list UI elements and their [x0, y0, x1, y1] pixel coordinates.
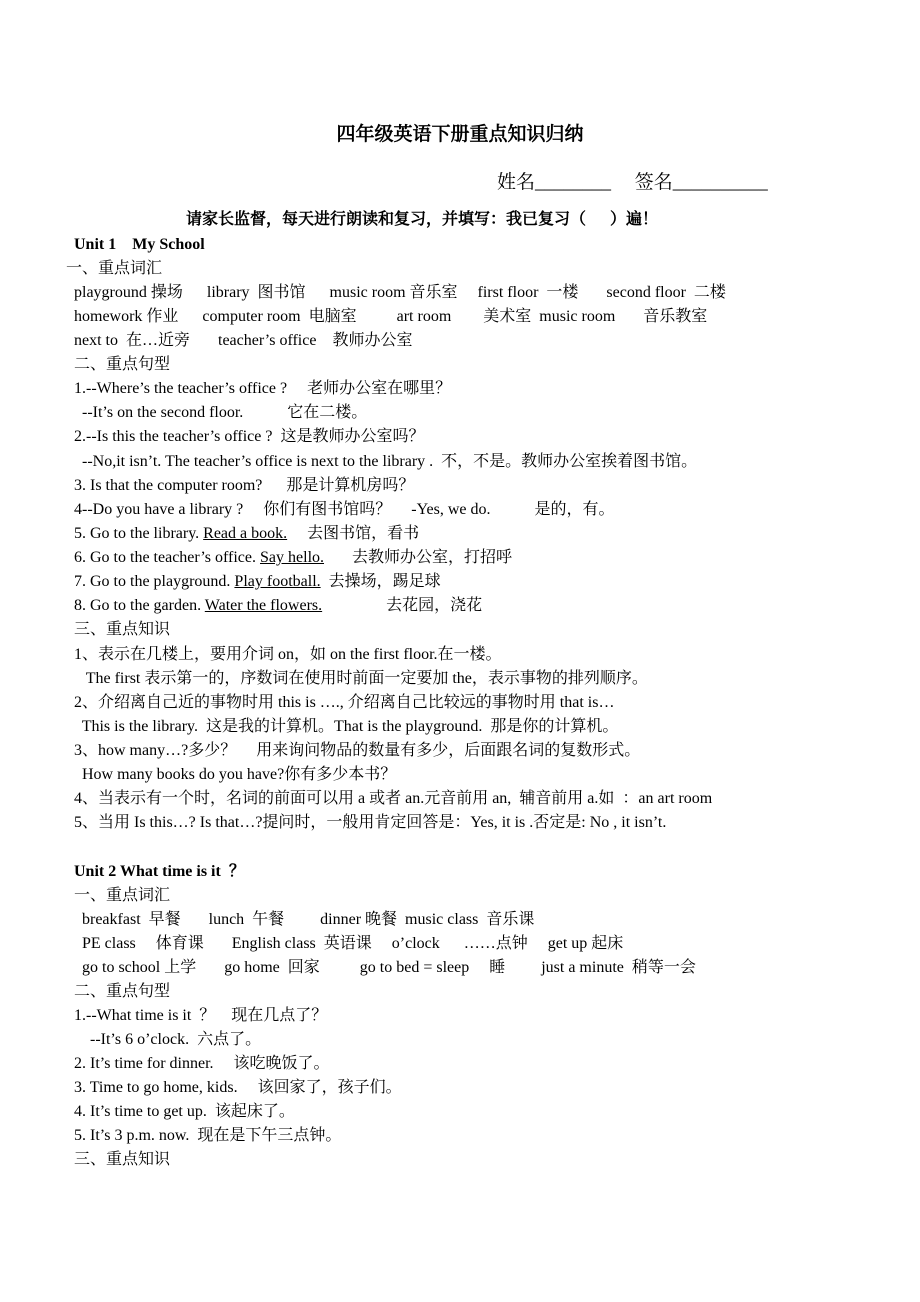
parent-instruction: 请家长监督，每天进行朗读和复习，并填写：我已复习（ ）遍！: [186, 211, 659, 228]
unit1-vocab-line: homework 作业 computer room 电脑室 art room 美术室 music room 音乐教室: [74, 308, 708, 325]
unit1-knowledge-item: This is the library. 这是我的计算机。That is the playground. 那是你的计算机。: [74, 718, 619, 735]
action-text: 7. Go to the playground.: [74, 573, 235, 590]
unit2-sentence: 4. It’s time to get up. 该起床了。: [74, 1103, 295, 1120]
unit1-knowledge-item: The first 表示第一的，序数词在使用时前面一定要加 the，表示事物的排列顺序。: [74, 670, 648, 687]
unit1-action-sentence: [74, 596, 482, 616]
unit1-vocab-line: next to 在…近旁 teacher’s office 教师办公室: [74, 332, 413, 349]
underlined-action: Say hello.: [260, 549, 325, 566]
unit1-knowledge-item: How many books do you have?你有多少本书？: [74, 766, 397, 783]
unit2-knowledge-heading: 三、重点知识: [74, 1151, 171, 1168]
unit1-action-sentence: [74, 548, 512, 568]
action-text: 5. Go to the library.: [74, 525, 204, 542]
unit2-vocab-heading: 一、重点词汇: [74, 887, 171, 904]
unit1-heading: Unit 1 My School: [74, 236, 205, 253]
unit2-sentence: 2. It’s time for dinner. 该吃晚饭了。: [74, 1055, 330, 1072]
unit1-knowledge-item: 1、表示在几楼上，要用介词 on，如 on the first floor.在一楼。: [74, 646, 502, 663]
unit1-knowledge-item: 5、当用 Is this…? Is that…?提问时，一般用肯定回答是：Yes, it is .否定是: No , it isn’t.: [74, 814, 667, 831]
unit2-vocab-line: breakfast 早餐 lunch 午餐 dinner 晚餐 music class 音乐课: [74, 911, 535, 928]
underlined-action: Read a book.: [203, 525, 288, 542]
unit1-sentence: --It’s on the second floor. 它在二楼。: [74, 404, 368, 421]
unit1-knowledge-item: 2、介绍离自己近的事物时用 this is …., 介绍离自己比较远的事物时用 that is…: [74, 694, 615, 711]
action-text: 6. Go to the teacher’s office.: [74, 549, 261, 566]
unit2-sentence: 5. It’s 3 p.m. now. 现在是下午三点钟。: [74, 1127, 342, 1144]
unit1-sentence: 3. Is that the computer room? 那是计算机房吗？: [74, 477, 415, 494]
unit2-vocab-line: go to school 上学 go home 回家 go to bed = sleep 睡 just a minute 稍等一会: [74, 959, 696, 976]
unit2-vocab-line: PE class 体育课 English class 英语课 o’clock ……点钟 get up 起床: [74, 935, 624, 952]
underlined-action: Water the flowers.: [204, 597, 323, 614]
unit1-sentence: 2.--Is this the teacher’s office ? 这是教师办公室吗？: [74, 428, 425, 445]
unit1-vocab-line: playground 操场 library 图书馆 music room 音乐室 first floor 一楼 second floor 二楼: [74, 284, 726, 301]
action-text: 8. Go to the garden.: [74, 597, 205, 614]
name-signature-line: 姓名________ 签名__________: [497, 172, 768, 193]
unit1-sentences-heading: 二、重点句型: [74, 356, 171, 373]
unit1-sentence: 4--Do you have a library ? 你们有图书馆吗？ -Yes, we do. 是的，有。: [74, 501, 615, 518]
page-title: 四年级英语下册重点知识归纳: [336, 124, 584, 145]
action-translation: 去教师办公室，打招呼: [324, 549, 513, 566]
action-translation: 去花园，浇花: [322, 597, 483, 614]
unit2-sentence: 3. Time to go home, kids. 该回家了，孩子们。: [74, 1079, 402, 1096]
unit1-action-sentence: [74, 524, 419, 544]
unit2-sentences-heading: 二、重点句型: [74, 983, 171, 1000]
unit1-sentence: --No,it isn’t. The teacher’s office is next to the library . 不，不是。教师办公室挨着图书馆。: [74, 453, 698, 470]
unit2-sentence: 1.--What time is it ？ 现在几点了？: [74, 1007, 328, 1024]
unit1-knowledge-item: 3、how many…?多少？ 用来询问物品的数量有多少，后面跟名词的复数形式。: [74, 742, 641, 759]
underlined-action: Play football.: [234, 573, 321, 590]
unit1-sentence: 1.--Where’s the teacher’s office ? 老师办公室在哪里？: [74, 380, 452, 397]
unit2-sentence: --It’s 6 o’clock. 六点了。: [74, 1031, 262, 1048]
unit1-knowledge-item: 4、当表示有一个时，名词的前面可以用 a 或者 an.元音前用 an, 辅音前用 a.如 ：an art room: [74, 790, 713, 807]
action-translation: 去操场，踢足球: [320, 573, 441, 590]
unit1-action-sentence: [74, 572, 441, 592]
unit1-vocab-heading: 一、重点词汇: [66, 260, 163, 277]
action-translation: 去图书馆，看书: [287, 525, 420, 542]
unit1-knowledge-heading: 三、重点知识: [74, 621, 171, 638]
unit2-heading: Unit 2 What time is it ？: [74, 863, 245, 880]
